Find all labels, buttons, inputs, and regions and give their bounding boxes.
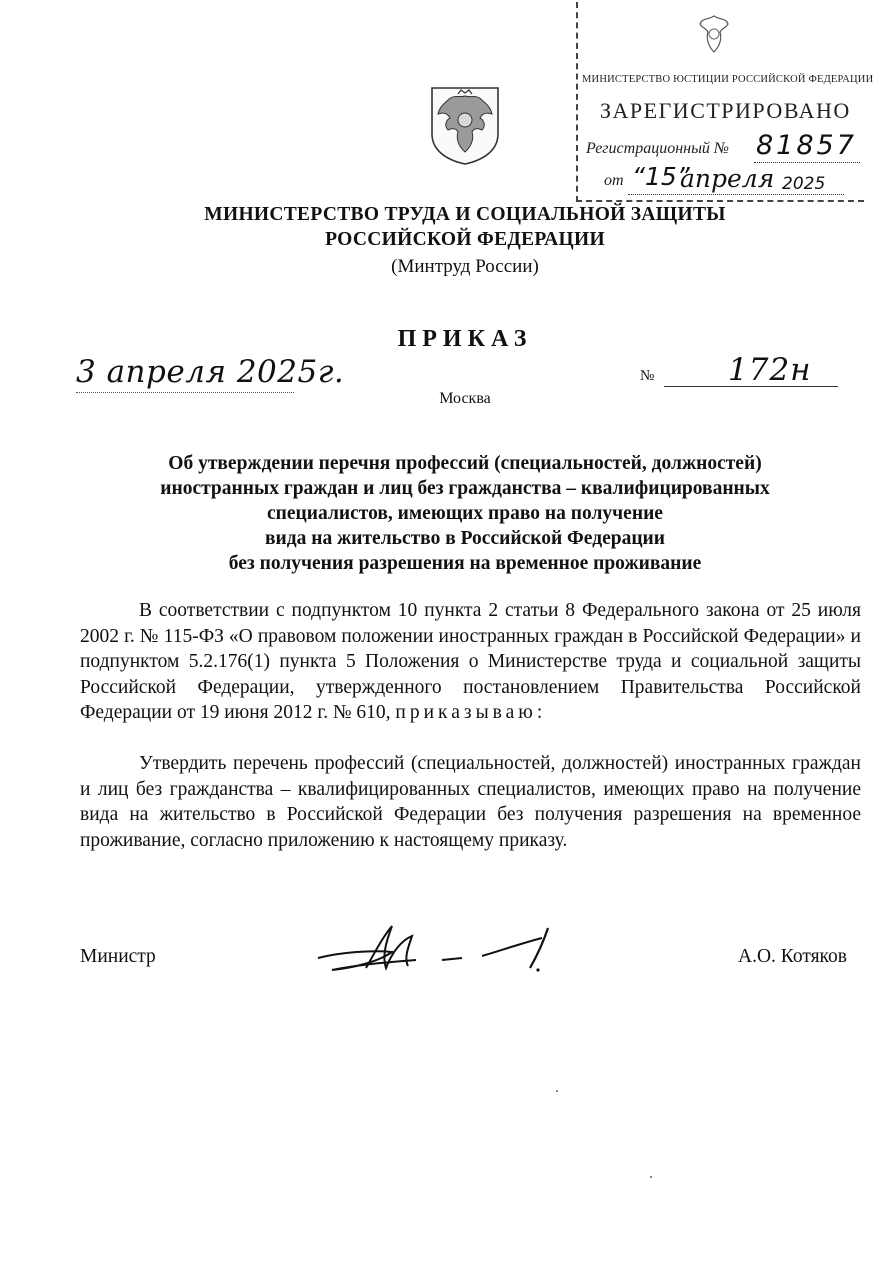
document-title: ПРИКАЗ [397,326,533,352]
stamp-date-year: 2025 [782,174,826,194]
stamp-date-day: “15” [632,162,690,191]
order-city: Москва [439,390,491,407]
order-keyword: приказываю: [395,702,547,723]
stamp-reg-number: 81857 [756,130,857,161]
body-paragraph-preamble [80,598,861,726]
stamp-ministry-name: МИНИСТЕРСТВО ЮСТИЦИИ РОССИЙСКОЙ ФЕДЕРАЦИИ [582,74,874,85]
handwritten-signature [312,918,568,982]
stamp-registered-label: ЗАРЕГИСТРИРОВАНО [600,98,851,123]
scan-speck [650,1176,652,1178]
preamble-text: В соответствии с подпунктом 10 пункта 2 статьи 8 Федерального закона от 25 июля 2002 г. № 115-ФЗ «О правовом положении иностранных граждан в Российской Федерации» и подпунктом 5.2.176(1) пункта 5 Положения о Министерстве труда и социальной защиты Российской Федерации, утвержденного постановлением Правительства Российской Федерации от 19 июня 2012 г. № 610, [80,600,861,723]
scan-speck [556,1090,558,1092]
stamp-date-label: от [604,172,624,189]
subject-line: специалистов, имеющих право на получение [267,503,663,524]
ministry-short-name: (Минтруд России) [391,256,539,277]
order-date: 3 апреля 2025г. [76,354,345,390]
coat-of-arms-icon [428,84,502,166]
stamp-date-month: апреля [680,164,775,193]
stamp-reg-number-underline [754,162,860,163]
stamp-reg-number-label: Регистрационный № [586,140,729,157]
subject-line: вида на жительство в Российской Федерации [264,528,666,549]
registration-stamp [576,2,874,202]
subject-line: иностранных граждан и лиц без гражданства – квалифицированных [160,478,770,499]
subject-line: Об утверждении перечня профессий (специальностей, должностей) [168,453,762,474]
stamp-coat-of-arms-icon [696,12,732,56]
ministry-name-line1: МИНИСТЕРСТВО ТРУДА И СОЦИАЛЬНОЙ ЗАЩИТЫ [204,204,726,225]
stamp-date-underline [628,194,844,195]
order-number-sign: № [640,368,655,384]
order-number: 172н [728,352,812,388]
signatory-title: Министр [80,946,156,967]
subject-line: без получения разрешения на временное проживание [228,553,702,574]
signatory-name: А.О. Котяков [738,946,847,967]
ministry-name-line2: РОССИЙСКОЙ ФЕДЕРАЦИИ [325,229,605,250]
body-paragraph-resolution: Утвердить перечень профессий (специальностей, должностей) иностранных граждан и лиц без гражданства – квалифицированных специалистов, имеющих право на получение вида на жительство в Российской Федерации без получения разрешения на временное проживание, согласно приложению к настоящему приказу. [80,753,861,851]
